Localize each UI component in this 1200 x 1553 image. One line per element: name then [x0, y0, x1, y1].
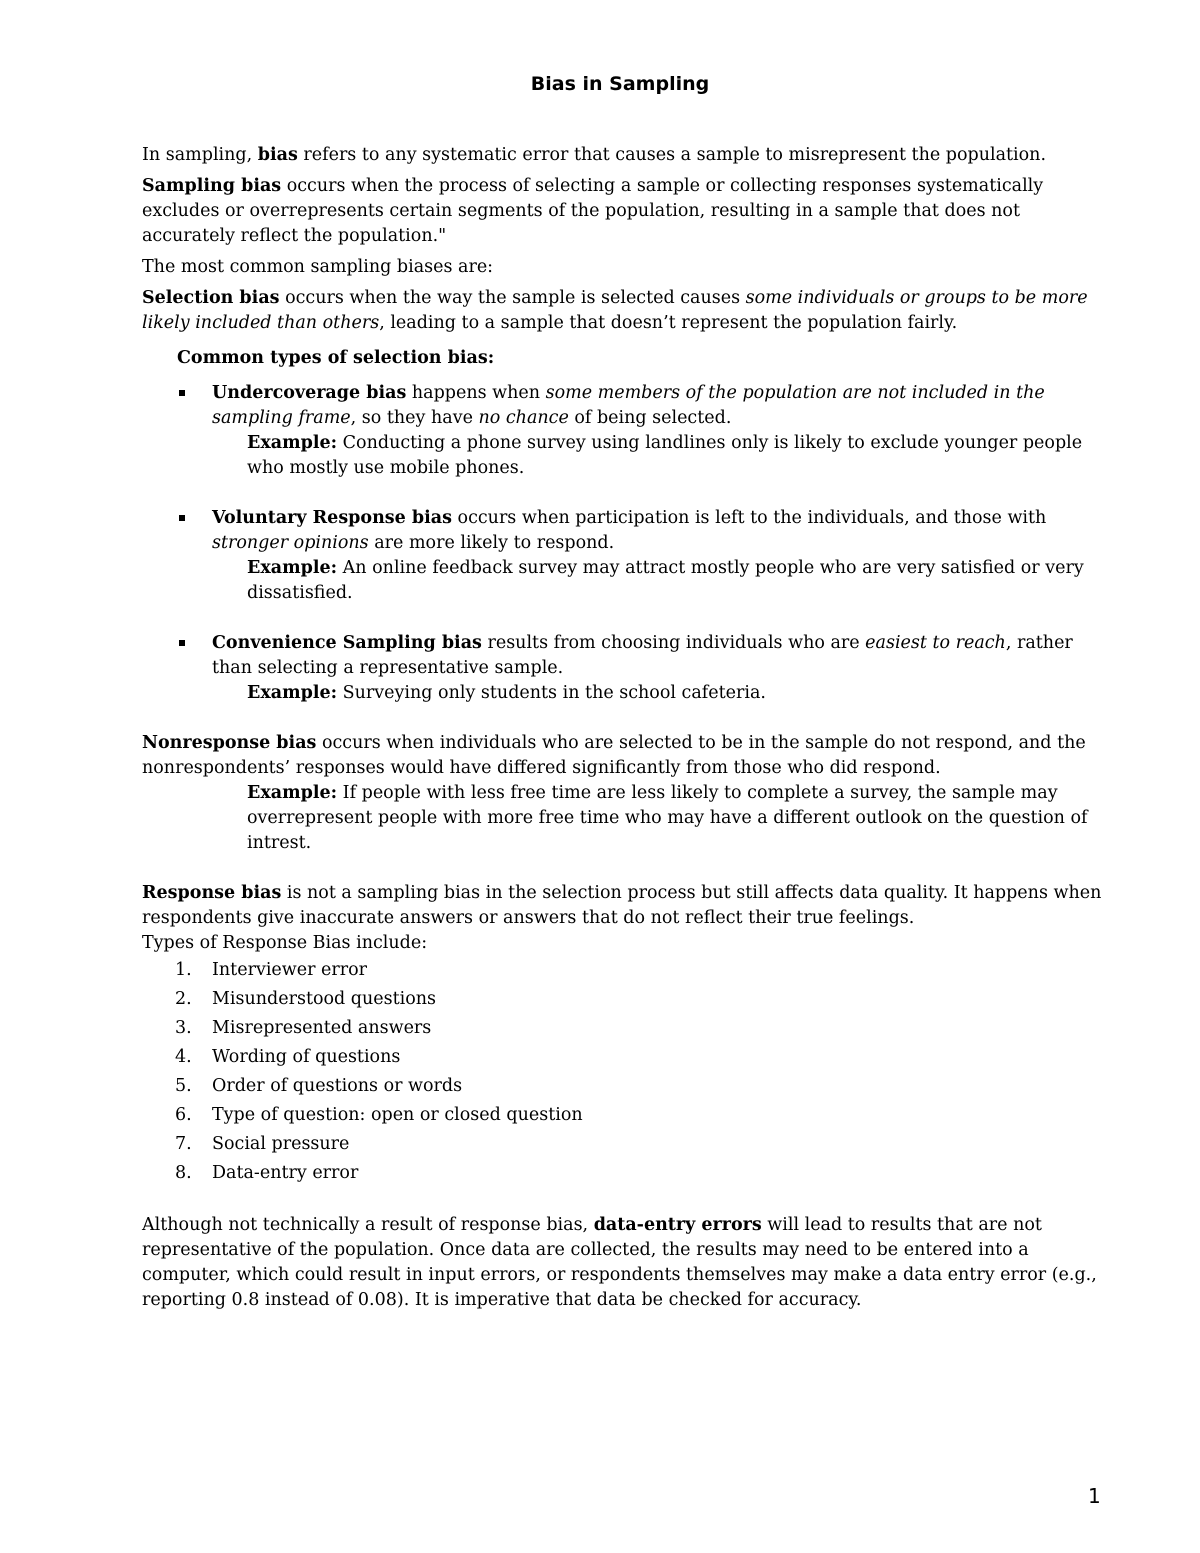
- page-title: Bias in Sampling: [530, 73, 710, 95]
- spacer: [142, 1188, 1112, 1213]
- square-bullet-icon: [179, 390, 185, 396]
- selection-bias-post: , leading to a sample that doesn’t represent the population fairly.: [379, 313, 958, 333]
- undercoverage-post: of being selected.: [568, 408, 732, 428]
- convenience-example-text: Surveying only students in the school cafeteria.: [337, 683, 766, 703]
- example-label: Example:: [247, 683, 338, 703]
- undercoverage-example: [212, 431, 1112, 481]
- list-item: [142, 985, 1112, 1014]
- intro-paragraph: [142, 143, 1112, 168]
- list-item: [142, 1014, 1112, 1043]
- voluntary-example: [212, 556, 1112, 606]
- list-number: 7.: [175, 1134, 192, 1154]
- sampling-bias-paragraph: [142, 174, 1112, 249]
- list-label: Misunderstood questions: [212, 989, 437, 1009]
- closing-term: data-entry errors: [593, 1215, 762, 1235]
- selection-types-heading: Common types of selection bias:: [177, 348, 495, 368]
- example-label: Example:: [247, 783, 338, 803]
- nonresponse-example-text: If people with less free time are less likely to complete a survey, the sample may overrepresent people with more free time who may have a different outlook on the question of intrest.: [247, 783, 1088, 853]
- voluntary-pre: occurs when participation is left to the individuals, and those with: [451, 508, 1047, 528]
- undercoverage-mid: , so they have: [350, 408, 479, 428]
- list-label: Data-entry error: [212, 1163, 359, 1183]
- response-bias-term: Response bias: [142, 883, 282, 903]
- voluntary-term: Voluntary Response bias: [212, 508, 452, 528]
- selection-bias-pre: occurs when the way the sample is selected causes: [279, 288, 746, 308]
- voluntary-post: are more likely to respond.: [368, 533, 615, 553]
- intro-term: bias: [257, 145, 298, 165]
- example-label: Example:: [247, 433, 338, 453]
- list-item: [142, 1159, 1112, 1188]
- list-item: [142, 956, 1112, 985]
- list-label: Order of questions or words: [212, 1076, 463, 1096]
- list-number: 3.: [175, 1018, 192, 1038]
- convenience-pre: results from choosing individuals who are: [481, 633, 866, 653]
- voluntary-italic: stronger opinions: [212, 533, 369, 553]
- undercoverage-term: Undercoverage bias: [212, 383, 407, 403]
- list-item: [142, 1072, 1112, 1101]
- list-label: Type of question: open or closed question: [212, 1105, 583, 1125]
- selection-bias-term: Selection bias: [142, 288, 280, 308]
- convenience-example: [212, 681, 1112, 706]
- convenience-italic: easiest to reach: [865, 633, 1006, 653]
- list-number: 8.: [175, 1163, 192, 1183]
- list-item: [142, 1101, 1112, 1130]
- nonresponse-example: [142, 781, 1112, 856]
- page-number: 1: [1088, 1484, 1101, 1508]
- selection-bias-italic: some individuals or groups to be more likely included than others: [142, 288, 1088, 333]
- sampling-bias-text: occurs when the process of selecting a sample or collecting responses systematically excludes or overrepresents certain segments of the population, resulting in a sample that does not accurately reflect the population.": [142, 176, 1044, 246]
- nonresponse-paragraph: [142, 731, 1112, 781]
- list-label: Wording of questions: [212, 1047, 401, 1067]
- convenience-post: , rather than selecting a representative sample.: [212, 633, 1073, 678]
- undercoverage-italic1: some members of the population are not included in the sampling frame: [212, 383, 1045, 428]
- list-number: 2.: [175, 989, 192, 1009]
- intro-pre: In sampling,: [142, 145, 258, 165]
- nonresponse-text: occurs when individuals who are selected to be in the sample do not respond, and the nonrespondents’ responses would have differed significantly from those who did respond.: [142, 733, 1086, 778]
- intro-post: refers to any systematic error that causes a sample to misrepresent the population.: [297, 145, 1047, 165]
- response-bias-text: is not a sampling bias in the selection process but still affects data quality. It happens when respondents give inaccurate answers or answers that do not reflect their true feelings.: [142, 883, 1102, 928]
- common-intro: The most common sampling biases are:: [142, 257, 494, 277]
- example-label: Example:: [247, 558, 338, 578]
- list-number: 6.: [175, 1105, 192, 1125]
- document-body: [142, 143, 1112, 1313]
- list-label: Interviewer error: [212, 960, 368, 980]
- undercoverage-pre: happens when: [406, 383, 546, 403]
- voluntary-example-text: An online feedback survey may attract mostly people who are very satisfied or very dissatisfied.: [247, 558, 1084, 603]
- list-item: [142, 1043, 1112, 1072]
- list-item: [142, 1130, 1112, 1159]
- undercoverage-italic2: no chance: [478, 408, 569, 428]
- types-intro: Types of Response Bias include:: [142, 933, 428, 953]
- list-item-undercoverage: [142, 381, 1112, 481]
- square-bullet-icon: [179, 640, 185, 646]
- list-item-convenience: [142, 631, 1112, 706]
- response-types-list: [142, 956, 1112, 1188]
- spacer: [142, 856, 1112, 881]
- list-number: 5.: [175, 1076, 192, 1096]
- selection-types-list: [142, 381, 1112, 706]
- sampling-bias-term: Sampling bias: [142, 176, 282, 196]
- closing-pre: Although not technically a result of response bias,: [142, 1215, 594, 1235]
- list-number: 1.: [175, 960, 192, 980]
- selection-bias-paragraph: [142, 286, 1112, 336]
- square-bullet-icon: [179, 515, 185, 521]
- nonresponse-term: Nonresponse bias: [142, 733, 317, 753]
- list-label: Misrepresented answers: [212, 1018, 432, 1038]
- list-item-voluntary: [142, 506, 1112, 606]
- undercoverage-example-text: Conducting a phone survey using landlines only is likely to exclude younger people who mostly use mobile phones.: [247, 433, 1083, 478]
- list-label: Social pressure: [212, 1134, 350, 1154]
- closing-paragraph: [142, 1213, 1112, 1313]
- convenience-term: Convenience Sampling bias: [212, 633, 482, 653]
- closing-post: will lead to results that are not representative of the population. Once data are collected, the results may need to be entered into a computer, which could result in input errors, or respondents themselves may make a data entry error (e.g., reporting 0.8 instead of 0.08). It is imperative that data be checked for accuracy.: [142, 1215, 1097, 1310]
- response-bias-paragraph: [142, 881, 1112, 931]
- list-number: 4.: [175, 1047, 192, 1067]
